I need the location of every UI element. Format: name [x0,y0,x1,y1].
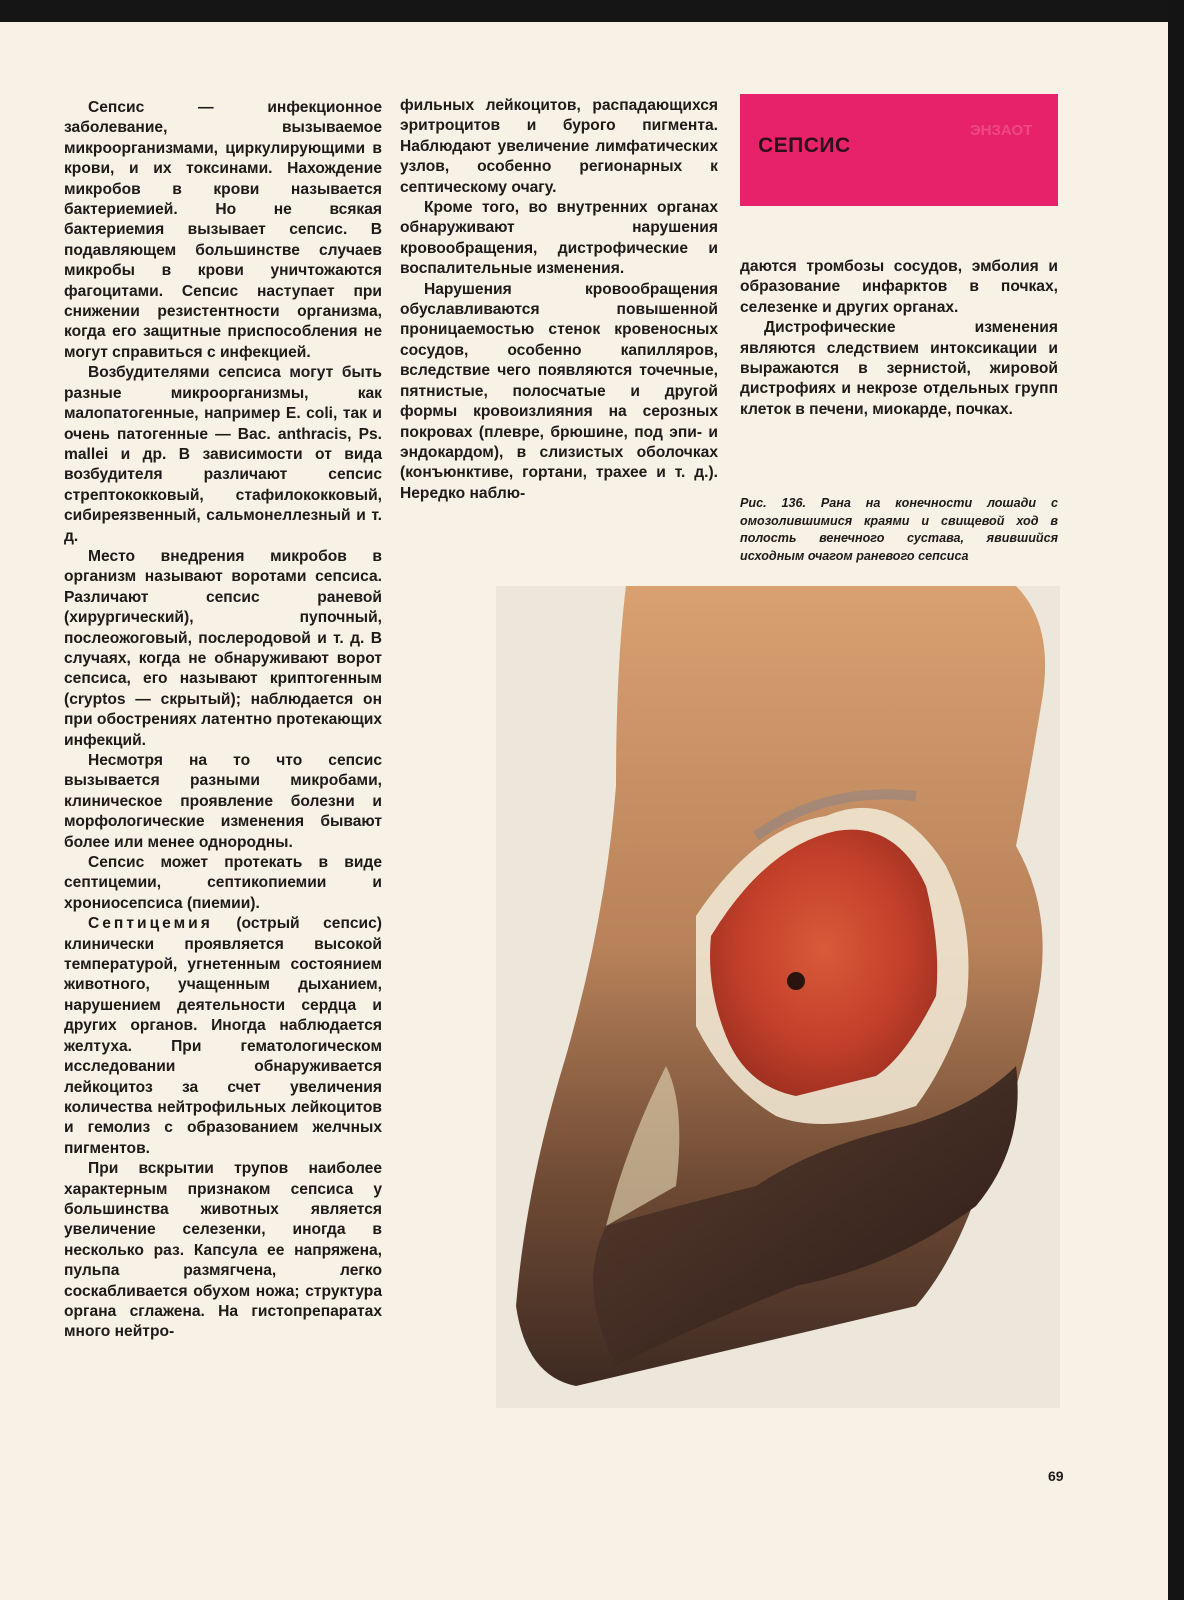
paragraph-continued: фильных лейкоцитов, распадающихся эритроцитов и бурого пигмента. Наблюдают увеличение лимфатических узлов, особенно регионарных к септическому очагу. [400,97,718,196]
paragraph: Дистрофические изменения являются следствием интоксикации и выражаются в зернистой, жировой дистрофиях и некрозе отдельных групп клеток в печени, миокарде, почках. [740,319,1058,418]
section-title: СЕПСИС [758,134,851,157]
caption-text: Рис. 136. Рана на конечности лошади с омозолившимися краями и свищевой ход в полость венечного сустава, явившийся исходным очагом раневого сепсиса [740,496,1058,563]
spaced-term: Септицемия [88,915,213,933]
scan-top-edge [0,0,1184,22]
paragraph: Возбудителями сепсиса могут быть разные микроорганизмы, как малопатогенные, например E. coli, так и очень патогенные — Bac. anthracis, Ps. mallei и др. В зависимости от вида возбудителя различают сепсис стрептококковый, стафилококковый, сибиреязвенный, сальмонеллезный и т. д. [64,364,382,545]
text-column-1 [64,98,382,1343]
show-through-text: ЭНЗАОТ [970,122,1033,139]
text-column-2 [400,96,718,504]
wound-illustration [496,586,1060,1408]
paragraph: Сепсис — инфекционное заболевание, вызываемое микроорганизмами, циркулирующими в крови, и их токсинами. Нахождение микробов в крови называется бактериемией. Но не всякая бактериемия вызывает сепсис. В подавляющем большинстве случаев микробы в крови уничтожаются фагоцитами. Сепсис наступает при снижении резистентности организма, когда его защитные приспособления не могут справиться с инфекцией. [64,99,382,361]
septicemia-text: (острый сепсис) клинически проявляется высокой температурой, угнетенным состоянием животного, учащенным дыханием, нарушением деятельности сердца и других органов. Иногда наблюдается желтуха. При гематологическом исследовании обнаруживается лейкоцитоз за счет увеличения количества нейтрофильных лейкоцитов и гемолиз с образованием желчных пигментов. [64,915,382,1157]
paragraph-continued: даются тромбозы сосудов, эмболия и образование инфарктов в почках, селезенке и других органах. [740,258,1058,316]
paragraph: Несмотря на то что сепсис вызывается разными микробами, клиническое проявление болезни и морфологические изменения бывают более или менее однородны. [64,752,382,851]
scan-right-edge [1168,0,1184,1600]
paragraph: Сепсис может протекать в виде септицемии, септикопиемии и хрониосепсиса (пиемии). [64,854,382,912]
paragraph: Нарушения кровообращения обуславливаются повышенной проницаемостью стенок кровеносных сосудов, особенно капилляров, вследствие чего появляются точечные, пятнистые, полосчатые и другой формы кровоизлияния на серозных покровах (плевре, брюшине, под эпи- и эндокардом), в слизистых оболочках (конъюнктиве, гортани, трахее и т. д.). Нередко наблю- [400,280,718,502]
paragraph: Кроме того, во внутренних органах обнаруживают нарушения кровообращения, дистрофические и воспалительные изменения. [400,199,718,278]
page-number: 69 [1048,1468,1064,1484]
paragraph-septicemia [64,914,382,1159]
paragraph: Место внедрения микробов в организм называют воротами сепсиса. Различают сепсис раневой (хирургический), пупочный, послеожоговый, послеродовой и т. д. В случаях, когда не обнаруживают ворот сепсиса, его называют криптогенным (cryptos — скрытый); наблюдается он при обострениях латентно протекающих инфекций. [64,547,382,749]
text-column-3 [740,257,1058,420]
section-header [740,94,1058,206]
paragraph: При вскрытии трупов наиболее характерным признаком сепсиса у большинства животных является увеличение селезенки, иногда в несколько раз. Капсула ее напряжена, пульпа размягчена, легко соскабливается обухом ножа; структура органа сглажена. На гистопрепаратах много нейтро- [64,1160,382,1341]
figure-caption [740,495,1058,565]
wound-illustration-drawing [496,586,1060,1408]
